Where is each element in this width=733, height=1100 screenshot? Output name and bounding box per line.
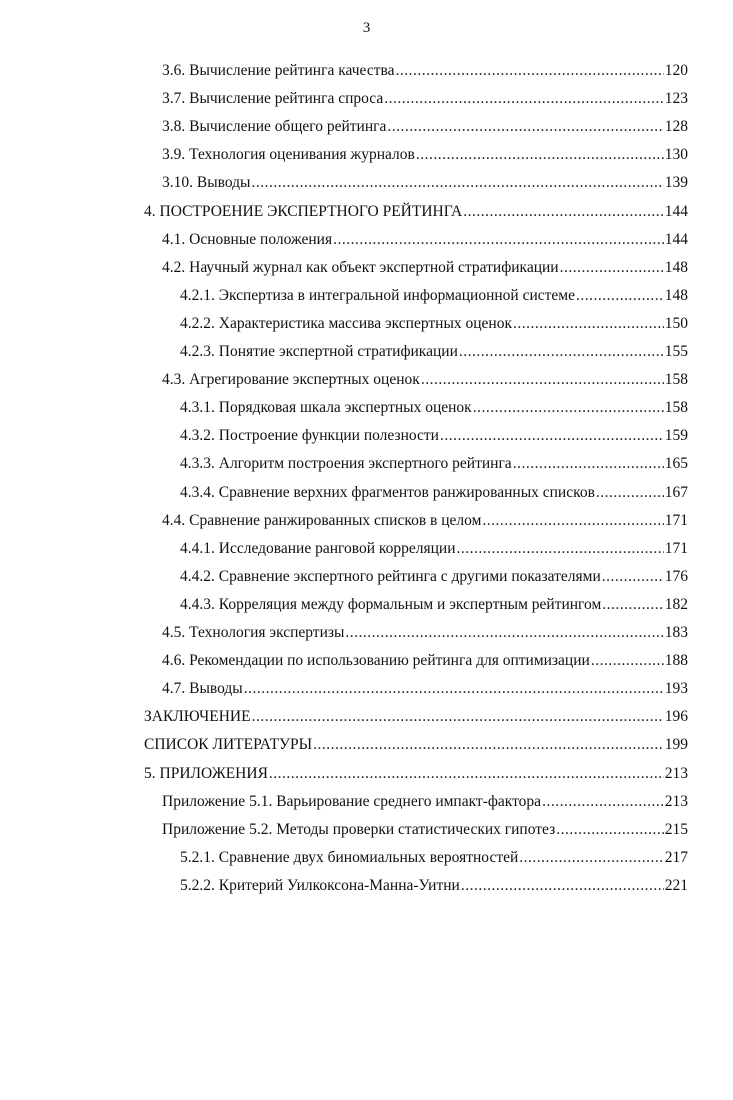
toc-entry-title: 4.7. Выводы (162, 680, 243, 698)
toc-entry (144, 732, 688, 758)
toc-entry-title: 3.6. Вычисление рейтинга качества (162, 62, 395, 79)
toc-entry-page: 171 (664, 539, 688, 557)
toc-entry-title: 5.2.1. Сравнение двух биномиальных вероятностей (180, 848, 519, 866)
toc-entry-page: 120 (664, 62, 688, 79)
toc-entry-page: 144 (664, 230, 688, 248)
toc-entry-title: 4.3.1. Порядковая шкала экспертных оценок (180, 399, 472, 417)
toc-entry (162, 170, 688, 196)
dot-leader (395, 58, 663, 84)
toc-entry-title: 4.2.3. Понятие экспертной стратификации (180, 343, 458, 360)
toc-entry-page: 167 (664, 483, 688, 501)
toc-entry-page: 148 (664, 286, 688, 304)
toc-entry-title: 4.3.3. Алгоритм построения экспертного рейтинга (180, 455, 512, 473)
toc-entry (162, 255, 688, 281)
dot-leader (387, 114, 663, 140)
toc-entry-title: 5.2.2. Критерий Уилкоксона-Манна-Уитни (180, 876, 460, 894)
dot-leader (252, 704, 664, 730)
toc-entry-page: 144 (664, 202, 688, 220)
toc-entry-title: 5. ПРИЛОЖЕНИЯ (144, 764, 268, 782)
dot-leader (591, 648, 664, 674)
toc-entry (180, 339, 688, 365)
toc-entry (162, 227, 688, 253)
toc-entry (162, 142, 688, 168)
toc-entry (180, 423, 688, 449)
toc-entry (162, 676, 688, 702)
toc-entry-page: 165 (664, 455, 688, 473)
dot-leader (542, 789, 664, 815)
toc-entry-page: 221 (664, 876, 688, 894)
toc-entry-page: 139 (664, 174, 688, 192)
toc-entry-title: 4.3.4. Сравнение верхних фрагментов ранжированных списков (180, 483, 595, 501)
dot-leader (602, 564, 664, 590)
toc-entry (180, 311, 688, 337)
toc-entry-title: 4.4.3. Корреляция между формальным и экспертным рейтингом (180, 595, 602, 613)
toc-entry-page: 155 (664, 343, 688, 360)
toc-entry-title: 3.9. Технология оценивания журналов (162, 146, 415, 164)
dot-leader (251, 170, 663, 196)
toc-entry-page: 182 (664, 595, 688, 613)
dot-leader (461, 873, 664, 899)
dot-leader (440, 423, 664, 449)
dot-leader (269, 761, 664, 787)
toc-entry (180, 480, 688, 506)
toc-entry-page: 193 (664, 680, 688, 698)
dot-leader (463, 199, 664, 225)
dot-leader (602, 592, 663, 618)
toc-entry-page: 213 (664, 792, 688, 810)
toc-entry-page: 196 (664, 708, 688, 726)
toc-entry (180, 451, 688, 477)
toc-entry-page: 213 (664, 764, 688, 782)
toc-entry (162, 817, 688, 843)
dot-leader (473, 395, 664, 421)
dot-leader (457, 536, 664, 562)
toc-entry-page: 215 (664, 820, 688, 838)
toc-entry-title: ЗАКЛЮЧЕНИЕ (144, 708, 251, 726)
toc-entry (180, 873, 688, 899)
dot-leader (596, 480, 664, 506)
toc-entry-title: 4.3.2. Построение функции полезности (180, 427, 439, 445)
toc-entry (162, 114, 688, 140)
dot-leader (313, 732, 664, 758)
dot-leader (513, 451, 664, 477)
toc-entry (180, 592, 688, 618)
toc-entry-page: 183 (664, 624, 688, 641)
dot-leader (576, 283, 664, 309)
toc-entry (144, 761, 688, 787)
toc-entry (180, 564, 688, 590)
dot-leader (556, 817, 664, 843)
toc-entry (162, 620, 688, 646)
toc-entry (162, 86, 688, 112)
toc-entry-title: 4.4.2. Сравнение экспертного рейтинга с другими показателями (180, 567, 601, 585)
toc-entry-title: 4.3. Агрегирование экспертных оценок (162, 371, 420, 389)
dot-leader (482, 508, 663, 534)
toc-entry-page: 176 (664, 567, 688, 585)
toc-entry (180, 283, 688, 309)
toc-entry-page: 199 (664, 736, 688, 754)
toc-entry (162, 789, 688, 815)
toc-entry (180, 845, 688, 871)
toc-entry-title: 4.4. Сравнение ранжированных списков в целом (162, 511, 482, 529)
toc-entry-title: Приложение 5.1. Варьирование среднего импакт-фактора (162, 792, 542, 810)
dot-leader (416, 142, 664, 168)
dot-leader (519, 845, 663, 871)
toc-entry-page: 171 (664, 511, 688, 529)
toc-entry-title: 4.5. Технология экспертизы (162, 624, 345, 641)
toc-entry-page: 130 (664, 146, 688, 164)
toc-entry-page: 158 (664, 399, 688, 417)
toc-entry-page: 159 (664, 427, 688, 445)
toc-entry (144, 704, 688, 730)
toc-entry-page: 150 (664, 314, 688, 332)
dot-leader (244, 676, 664, 702)
dot-leader (560, 255, 664, 281)
toc-entry-title: 4.4.1. Исследование ранговой корреляции (180, 539, 456, 557)
toc-entry-page: 148 (664, 258, 688, 276)
toc-entry (144, 199, 688, 225)
toc-entry-title: 3.10. Выводы (162, 174, 251, 192)
dot-leader (384, 86, 664, 112)
dot-leader (421, 367, 664, 393)
toc-entry-title: 4.1. Основные положения (162, 230, 333, 248)
dot-leader (513, 311, 664, 337)
toc-entry-page: 158 (664, 371, 688, 389)
toc-entry (180, 536, 688, 562)
toc-entry-title: 3.7. Вычисление рейтинга спроса (162, 90, 384, 108)
toc-entry-page: 123 (664, 90, 688, 108)
page-number: 3 (362, 20, 371, 36)
toc-entry-title: Приложение 5.2. Методы проверки статистических гипотез (162, 820, 556, 838)
toc-entry-title: 4.2.1. Экспертиза в интегральной информационной системе (180, 286, 575, 304)
dot-leader (345, 620, 663, 646)
toc-entry (162, 367, 688, 393)
dot-leader (459, 339, 664, 365)
toc-entry-title: СПИСОК ЛИТЕРАТУРЫ (144, 736, 313, 754)
toc-entry (162, 508, 688, 534)
toc-entry-page: 188 (664, 652, 688, 670)
toc-entry-page: 217 (664, 848, 688, 866)
toc-entry-page: 128 (664, 118, 688, 136)
toc-entry-title: 4.2. Научный журнал как объект экспертной стратификации (162, 258, 559, 276)
toc-entry (162, 58, 688, 84)
toc-entry-title: 3.8. Вычисление общего рейтинга (162, 118, 387, 136)
dot-leader (333, 227, 664, 253)
toc-entry-title: 4.6. Рекомендации по использованию рейтинга для оптимизации (162, 652, 590, 670)
toc-entry (162, 648, 688, 674)
toc-entry-title: 4.2.2. Характеристика массива экспертных оценок (180, 314, 512, 332)
toc-entry (180, 395, 688, 421)
toc-entry-title: 4. ПОСТРОЕНИЕ ЭКСПЕРТНОГО РЕЙТИНГА (144, 202, 463, 220)
